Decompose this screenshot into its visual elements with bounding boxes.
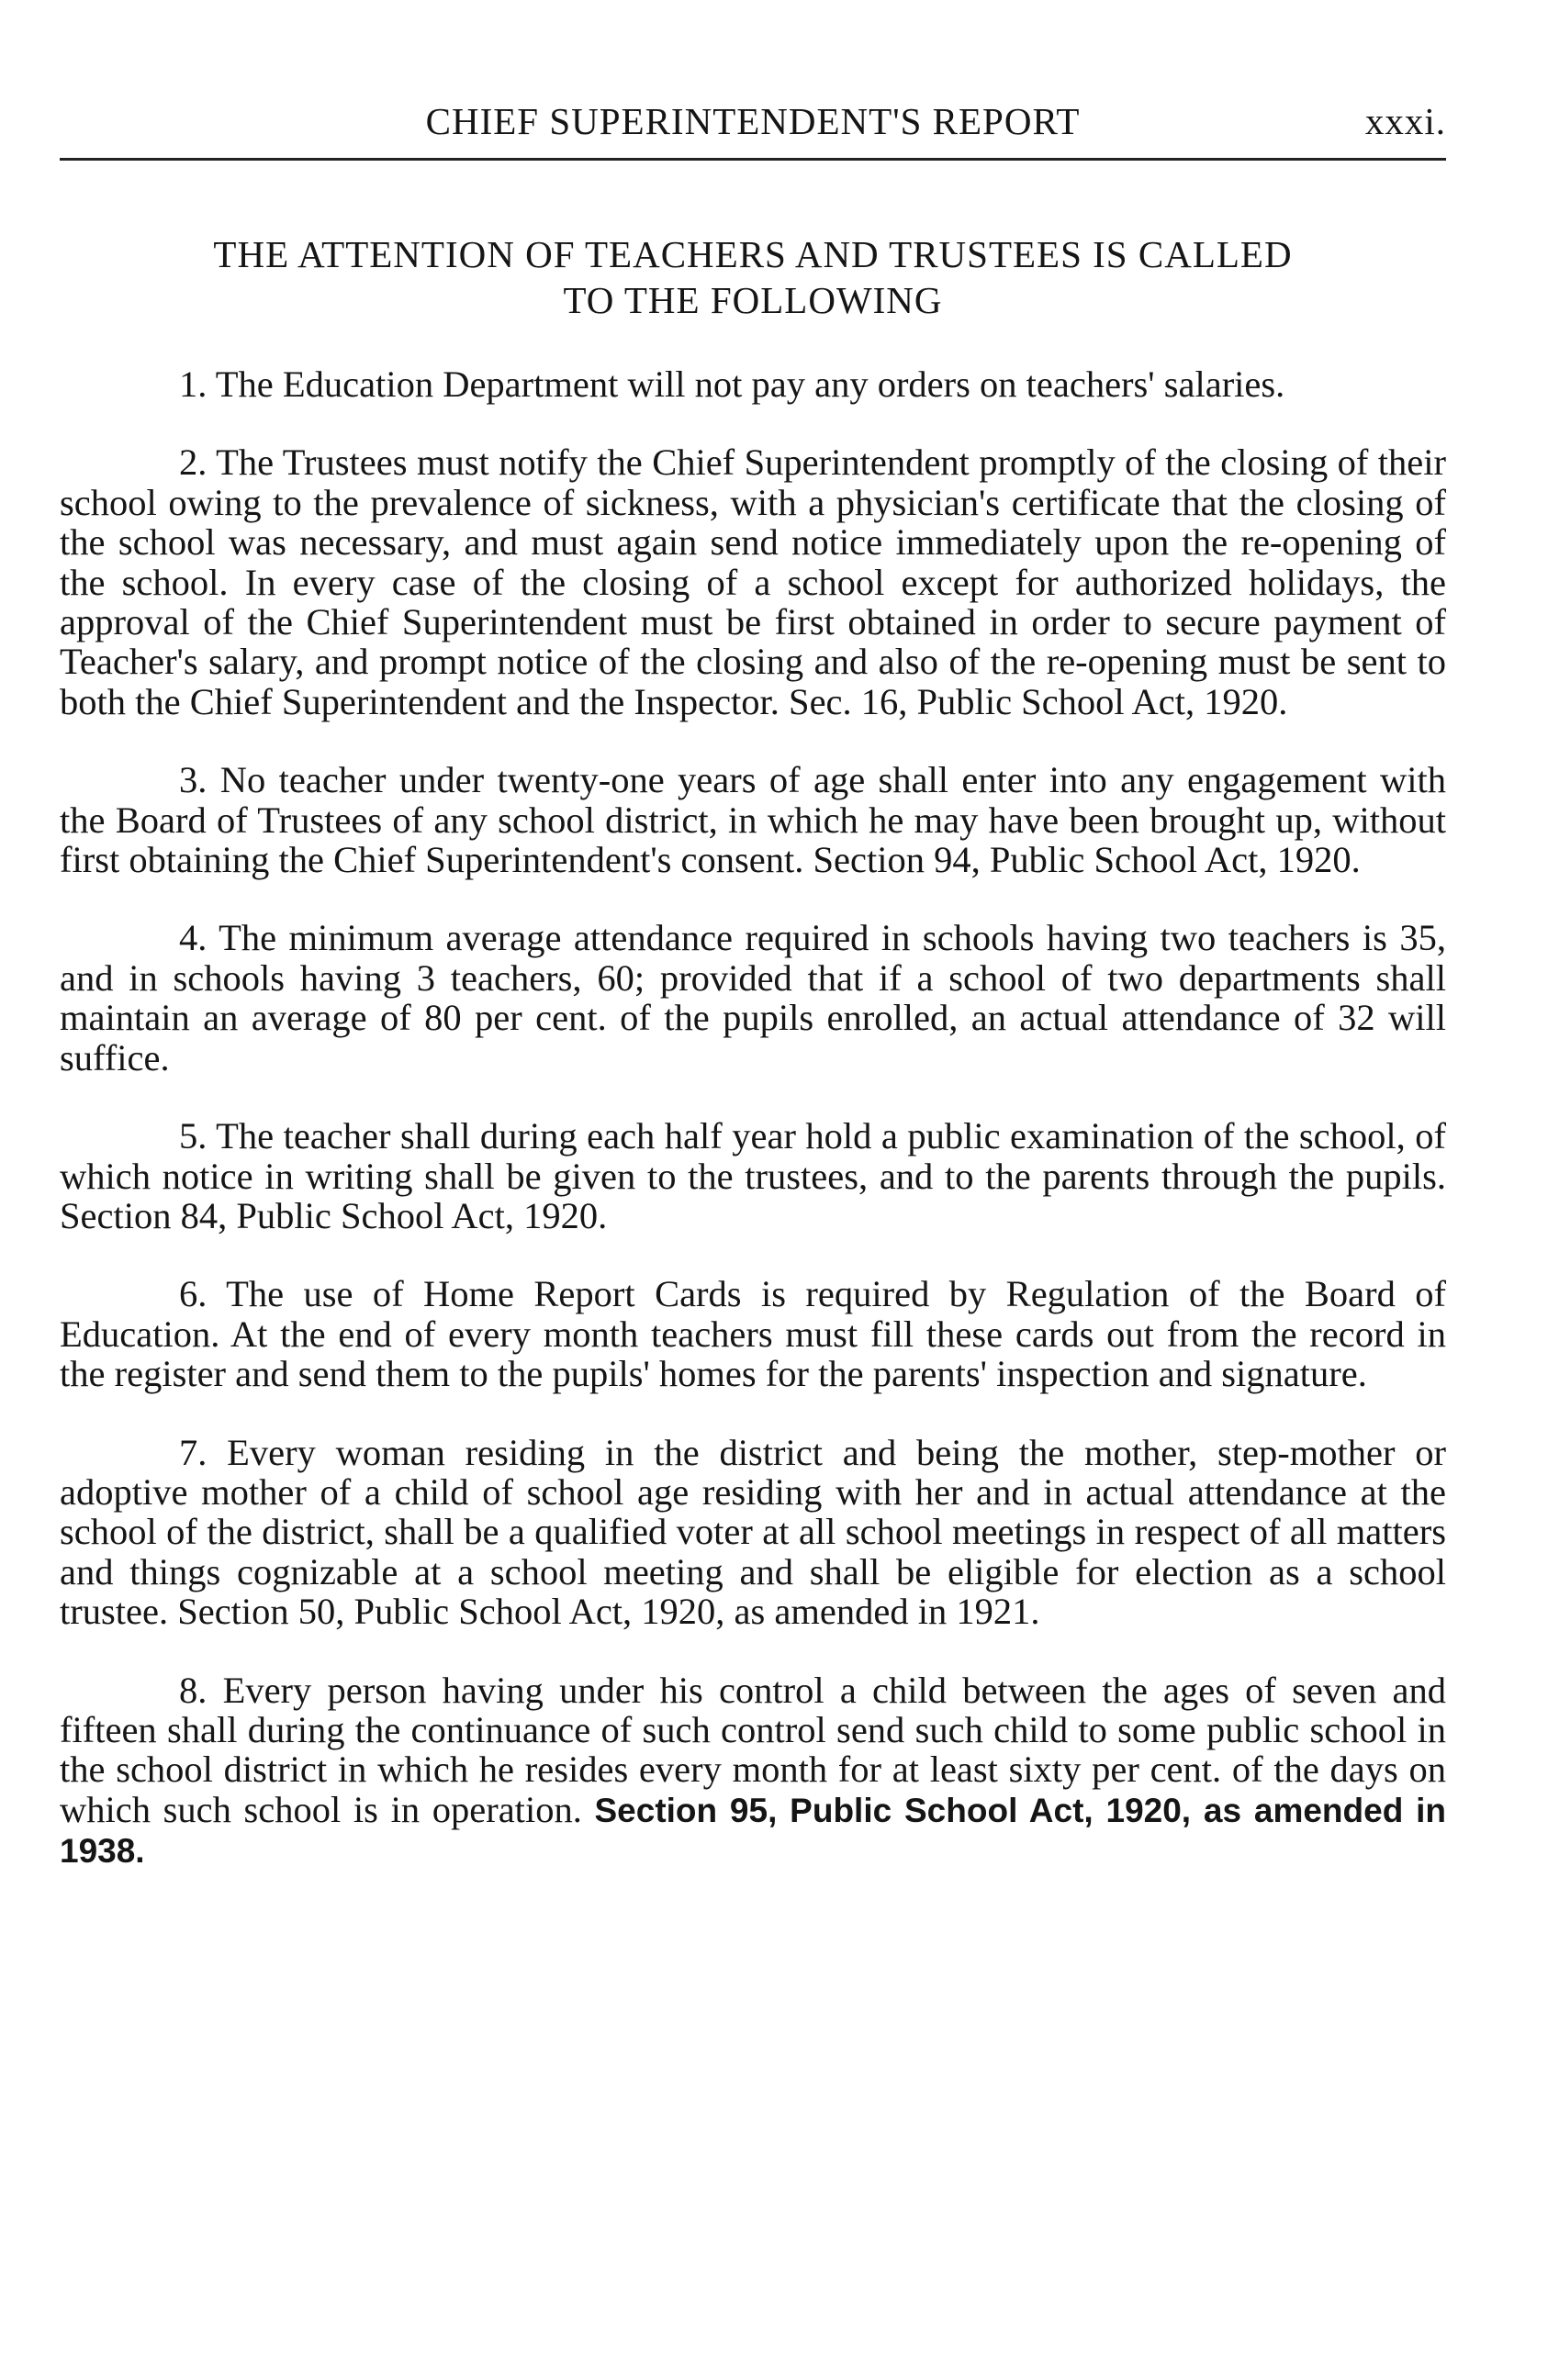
item-text: No teacher under twenty-one years of age shall enter into any engagement with the Board of Trustees of any school district, in which he may have been brought up, without first obtaining the Chief Superintendent's consent. Section 94, Public School Act, 1920. <box>60 759 1446 881</box>
item-number: 4. <box>179 917 207 959</box>
item-number: 2. <box>179 441 207 484</box>
item-number: 3. <box>179 759 207 801</box>
numbered-item <box>60 1116 1446 1235</box>
item-text: The minimum average attendance required in schools having two teachers is 35, and in schools having 3 teachers, 60; provided that if a school of two departments shall maintain an average of 80 per cent. of the pupils enrolled, an actual attendance of 32 will suffice. <box>60 917 1446 1078</box>
item-text: The use of Home Report Cards is required by Regulation of the Board of Education. At the end of every month teachers must fill these cards out from the record in the register and send them to the pupils' homes for the parents' inspection and signature. <box>60 1273 1447 1395</box>
running-header <box>60 99 1446 151</box>
running-header-title: CHIEF SUPERINTENDENT'S REPORT <box>425 100 1081 142</box>
numbered-item <box>60 364 1446 404</box>
numbered-item <box>60 1433 1446 1632</box>
header-rule <box>60 158 1446 161</box>
item-number: 6. <box>179 1273 207 1315</box>
page-number: xxxi. <box>1364 100 1446 142</box>
item-citation: Section 95, Public School Act, 1920, as amended in 1938. <box>60 1791 1446 1871</box>
item-text: The Education Department will not pay any orders on teachers' salaries. <box>215 363 1285 405</box>
numbered-item <box>60 1274 1446 1393</box>
section-heading-line-2: TO THE FOLLOWING <box>563 279 943 321</box>
item-text: Every person having under his control a child between the ages of seven and fifteen shall during the continuance of such control send such child to some public school in the school district in which he resides every month for at least sixty per cent. of the days on which such school is in operation. <box>60 1669 1446 1830</box>
item-text: Every woman residing in the district and being the mother, step-mother or adoptive mother of a child of school age residing with her and in actual attendance at the school of the district, shall be a qualified voter at all school meetings in respect of all matters and things cognizable at a school meeting and shall be eligible for election as a school trustee. Section 50, Public School Act, 1920, as amended in 1921. <box>60 1431 1447 1633</box>
numbered-item <box>60 442 1446 721</box>
item-number: 8. <box>179 1669 207 1711</box>
numbered-item <box>60 760 1446 879</box>
item-number: 5. <box>179 1115 207 1157</box>
item-text: The Trustees must notify the Chief Superintendent promptly of the closing of their school owing to the prevalence of sickness, with a physician's certificate that the closing of the school was necessary, and must again send notice immediately upon the re-opening of the school. In every case of the closing of a school except for authorized holidays, the approval of the Chief Superintendent must be first obtained in order to secure payment of Teacher's salary, and prompt notice of the closing and also of the re-opening must be sent to both the Chief Superintendent and the Inspector. Sec. 16, Public School Act, 1920. <box>60 441 1446 722</box>
section-heading-line-1: THE ATTENTION OF TEACHERS AND TRUSTEES IS CALLED <box>213 233 1293 275</box>
numbered-item <box>60 1670 1446 1872</box>
item-number: 7. <box>179 1431 207 1473</box>
numbered-item <box>60 918 1446 1078</box>
numbered-items <box>60 364 1446 1910</box>
section-heading <box>60 231 1446 323</box>
item-text: The teacher shall during each half year hold a public examination of the school, of which notice in writing shall be given to the trustees, and to the parents through the pupils. Section 84, Public School Act, 1920. <box>60 1115 1446 1236</box>
item-number: 1. <box>179 363 207 405</box>
